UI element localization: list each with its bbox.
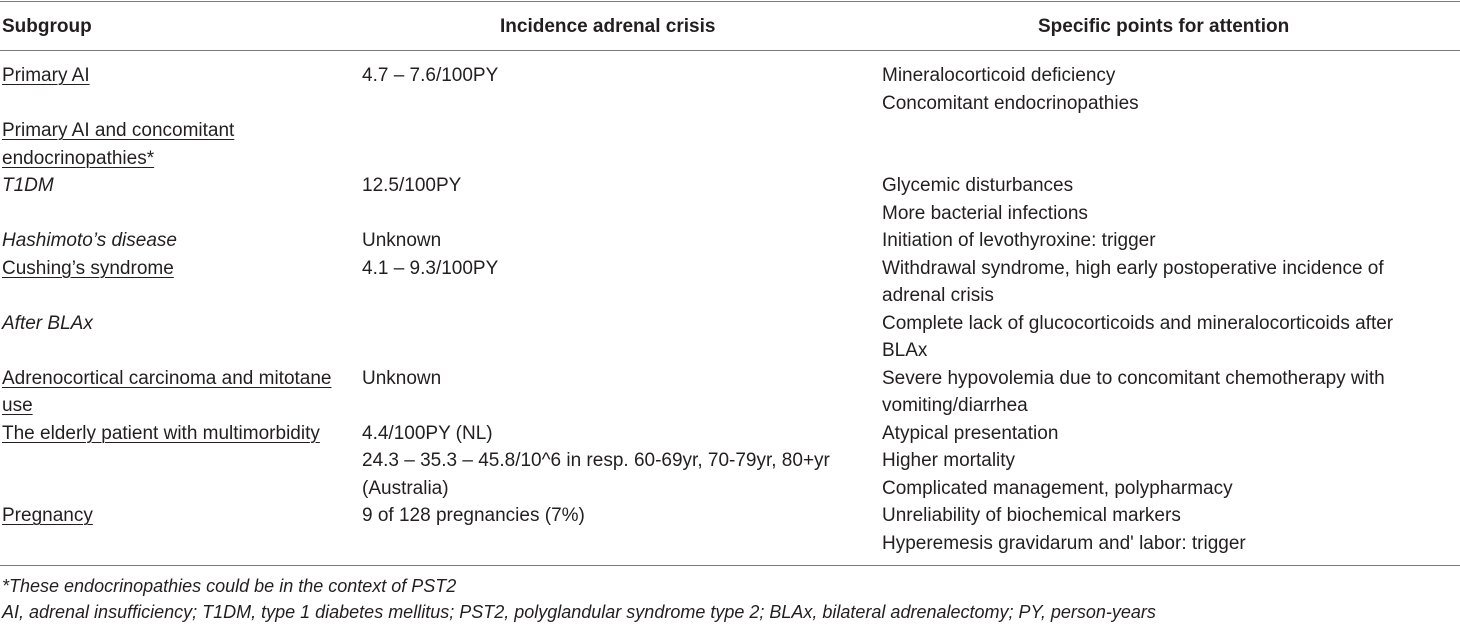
subgroup-label: T1DM [2,175,54,196]
subgroup-cell [0,62,362,90]
subgroup-cell [0,420,362,448]
header-points: Specific points for attention [1038,16,1290,37]
header-subgroup: Subgroup [2,16,92,37]
incidence-cell [362,365,882,393]
points-cell [882,365,1460,420]
points-cell [882,310,1460,365]
points-cell [882,227,1460,255]
incidence-cell [362,227,882,255]
point-item: Complicated management, polypharmacy [882,477,1233,499]
incidence-cell [362,62,882,90]
points-cell [882,62,1460,117]
table-row [0,420,1460,503]
point-item: Glycemic disturbances [882,175,1074,196]
incidence-value: Unknown [362,230,442,251]
subgroup-cell [0,502,362,530]
table-row [0,227,1460,255]
footnote-abbreviations: AI, adrenal insufficiency; T1DM, type 1 diabetes mellitus; PST2, polyglandular syndrome type 2; BLAx, bilateral adrenalectomy; PY, person-years [2,602,1156,622]
table-body [0,62,1460,557]
table-row [0,502,1460,557]
point-item: Complete lack of glucocorticoids and mineralocorticoids after BLAx [882,312,1394,361]
subgroup-link[interactable]: Pregnancy [2,505,93,526]
points-cell [882,502,1460,557]
table-row [0,255,1460,310]
points-cell [882,420,1460,503]
subgroup-link[interactable]: The elderly patient with multimorbidity [2,422,320,444]
incidence-value: 9 of 128 pregnancies (7%) [362,505,585,526]
point-item: Hyperemesis gravidarum and' labor: trigger [882,532,1246,554]
incidence-value: 12.5/100PY [362,175,462,196]
table-top-rule [0,1,1460,2]
table-row [0,117,1460,172]
subgroup-link[interactable]: Cushing’s syndrome [2,257,174,279]
point-item: Higher mortality [882,450,1016,471]
incidence-value: 4.1 – 9.3/100PY [362,257,499,279]
point-item: More bacterial infections [882,202,1088,224]
points-cell [882,255,1460,310]
table-bottom-rule [0,565,1460,566]
incidence-cell [362,420,882,503]
incidence-cell [362,172,882,200]
header-rule [0,50,1460,51]
incidence-value: 24.3 – 35.3 – 45.8/10^6 in resp. 60-69yr, 70-79yr, 80+yr (Australia) [362,450,830,499]
header-incidence: Incidence adrenal crisis [500,16,716,37]
subgroup-cell [0,255,362,283]
table-row [0,172,1460,227]
subgroup-label: After BLAx [2,312,93,334]
subgroup-cell [0,227,362,255]
footnote-asterisk: *These endocrinopathies could be in the context of PST2 [2,576,457,596]
table-row [0,310,1460,365]
table-row [0,365,1460,420]
subgroup-link[interactable]: Adrenocortical carcinoma and mitotane use [2,367,332,416]
point-item: Mineralocorticoid deficiency [882,65,1116,86]
incidence-value: 4.7 – 7.6/100PY [362,65,499,86]
point-item: Severe hypovolemia due to concomitant chemotherapy with vomiting/diarrhea [882,367,1385,416]
points-cell [882,172,1460,227]
table-footnotes [2,573,1156,625]
point-item: Unreliability of biochemical markers [882,505,1181,526]
subgroup-link[interactable]: Primary AI [2,65,90,86]
point-item: Concomitant endocrinopathies [882,92,1139,114]
subgroup-label: Hashimoto’s disease [2,230,177,251]
point-item: Withdrawal syndrome, high early postoperative incidence of adrenal crisis [882,257,1384,306]
subgroup-link[interactable]: Primary AI and concomitant endocrinopathies* [2,120,235,169]
subgroup-cell [0,365,362,420]
incidence-value: 4.4/100PY (NL) [362,422,493,444]
subgroup-cell [0,117,300,172]
point-item: Atypical presentation [882,422,1059,444]
incidence-value: Unknown [362,367,442,389]
subgroup-cell [0,310,362,338]
incidence-cell [362,255,882,283]
point-item: Initiation of levothyroxine: trigger [882,230,1156,251]
incidence-cell [362,502,882,530]
table-row [0,62,1460,117]
subgroup-cell [0,172,362,200]
